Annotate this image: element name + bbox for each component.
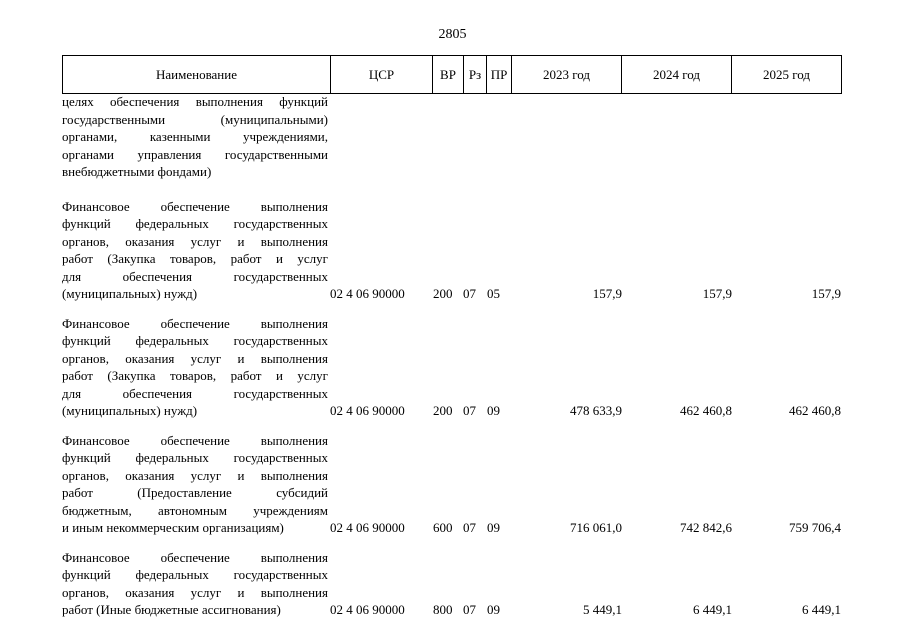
- row-name-line: государственными (муниципальными): [62, 111, 328, 127]
- page-number: 2805: [438, 27, 467, 42]
- row-name-line: органов, оказания услуг и выполнения: [62, 584, 328, 600]
- csr-value: 02 4 06 90000: [330, 602, 405, 617]
- row-name-line: органами управления государственными: [62, 146, 328, 162]
- row-name-line: Финансовое обеспечение выполнения: [62, 198, 328, 214]
- table-row: [62, 93, 862, 181]
- table-row: [62, 432, 862, 537]
- amount-2023: 5 449,1: [583, 602, 622, 617]
- amount-2024: 6 449,1: [693, 602, 732, 617]
- header-csr: ЦСР: [331, 56, 433, 94]
- amount-2025: 157,9: [811, 286, 841, 301]
- csr-value: 02 4 06 90000: [330, 286, 405, 301]
- rz-value: 07: [463, 286, 476, 301]
- row-name-line: органов, оказания услуг и выполнения: [62, 233, 328, 249]
- row-name-line: для обеспечения государственных: [62, 268, 328, 284]
- row-name-line: работ (Закупка товаров, работ и услуг: [62, 368, 328, 383]
- row-name-line: Финансовое обеспечение выполнения: [62, 432, 328, 448]
- amount-2025: 462 460,8: [789, 403, 841, 418]
- row-name-line: функций федеральных государственных: [62, 450, 328, 465]
- amount-2024: 157,9: [702, 286, 732, 301]
- header-2025: 2025 год: [732, 56, 842, 94]
- amount-2024: 462 460,8: [680, 403, 732, 418]
- vr-value: 200: [433, 403, 453, 418]
- rz-value: 07: [463, 602, 476, 617]
- amount-2025: 6 449,1: [802, 602, 841, 617]
- row-name-line: Финансовое обеспечение выполнения: [62, 315, 328, 331]
- table-row: [62, 315, 862, 420]
- header-name: Наименование: [63, 56, 331, 94]
- header-pr: ПР: [487, 56, 512, 94]
- rz-value: 07: [463, 403, 476, 418]
- row-name-line: работ (Предоставление субсидий: [62, 485, 328, 500]
- row-name-line: функций федеральных государственных: [62, 567, 328, 582]
- row-name-line: органами, казенными учреждениями,: [62, 129, 328, 144]
- rz-value: 07: [463, 520, 476, 535]
- row-name-line: работ (Закупка товаров, работ и услуг: [62, 251, 328, 266]
- table-body: [62, 93, 862, 619]
- vr-value: 200: [433, 286, 453, 301]
- pr-value: 05: [487, 286, 500, 301]
- amount-2023: 478 633,9: [570, 403, 622, 418]
- header-2023: 2023 год: [512, 56, 622, 94]
- row-name-line: внебюджетными фондами): [62, 164, 212, 179]
- row-name-line: функций федеральных государственных: [62, 333, 328, 348]
- row-name-line: бюджетным, автономным учреждениям: [62, 502, 328, 518]
- pr-value: 09: [487, 403, 500, 418]
- row-name-line: органов, оказания услуг и выполнения: [62, 467, 328, 483]
- header-rz: Рз: [464, 56, 487, 94]
- row-name-line: органов, оказания услуг и выполнения: [62, 350, 328, 366]
- pr-value: 09: [487, 602, 500, 617]
- row-name-line: и иным некоммерческим организациям): [62, 520, 284, 535]
- vr-value: 600: [433, 520, 453, 535]
- amount-2025: 759 706,4: [789, 520, 841, 535]
- csr-value: 02 4 06 90000: [330, 403, 405, 418]
- row-name-line: функций федеральных государственных: [62, 216, 328, 231]
- table-row: [62, 198, 862, 303]
- amount-2023: 157,9: [592, 286, 622, 301]
- table-row: [62, 549, 862, 619]
- header-vr: ВР: [433, 56, 464, 94]
- row-name-line: (муниципальных) нужд): [62, 403, 198, 418]
- row-name-line: для обеспечения государственных: [62, 385, 328, 401]
- vr-value: 800: [433, 602, 453, 617]
- table-header: [62, 55, 842, 94]
- csr-value: 02 4 06 90000: [330, 520, 405, 535]
- row-name-line: целях обеспечения выполнения функций: [62, 94, 328, 109]
- amount-2023: 716 061,0: [570, 520, 622, 535]
- amount-2024: 742 842,6: [680, 520, 732, 535]
- row-name-line: работ (Иные бюджетные ассигнования): [62, 602, 281, 617]
- header-2024: 2024 год: [622, 56, 732, 94]
- pr-value: 09: [487, 520, 500, 535]
- row-name-line: Финансовое обеспечение выполнения: [62, 549, 328, 565]
- row-name-line: (муниципальных) нужд): [62, 286, 198, 301]
